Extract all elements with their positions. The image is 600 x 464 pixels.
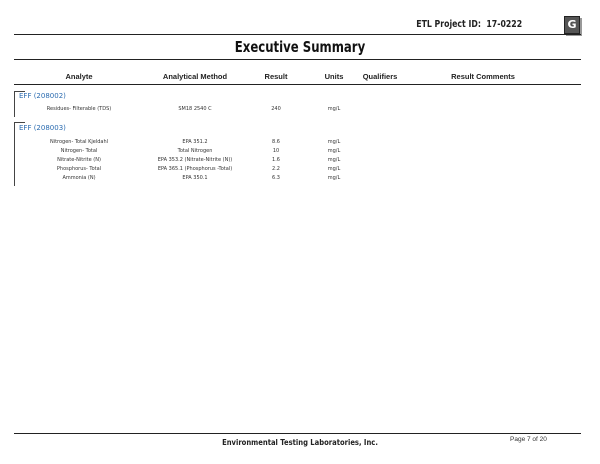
column-header-comments: Result Comments [451,72,515,81]
analyte-cell: Nitrogen- Total Kjeldahl [49,139,109,145]
result-cell: 240 [271,106,281,112]
units-cell: mg/L [327,148,341,154]
analyte-cell: Phosphorus- Total [56,166,102,172]
method-cell: EPA 350.1 [182,175,208,181]
result-cell: 1.6 [272,157,280,163]
sample-id: EFF (208002) [19,92,66,100]
column-header-qualifiers: Qualifiers [362,72,398,81]
footer-rule [14,433,581,434]
project-id-value: 17-0222 [486,19,522,30]
column-header-units: Units [324,72,344,81]
result-cell: 6.3 [272,175,280,181]
column-header-analyte: Analyte [65,72,93,81]
column-header-rule [14,84,581,85]
page-number: Page 7 of 20 [510,436,547,443]
analyte-cell: Nitrate-Nitrite (N) [57,157,101,163]
project-id-header [416,19,522,30]
result-cell: 10 [272,148,280,154]
project-id-label: ETL Project ID: [416,19,481,30]
company-logo-icon: G [564,16,580,34]
analyte-cell: Nitrogen- Total [60,148,98,154]
units-cell: mg/L [327,166,341,172]
column-header-method: Analytical Method [162,72,228,81]
result-cell: 2.2 [272,166,280,172]
sample-id: EFF (208003) [19,124,66,132]
title-rule [14,59,581,60]
header-rule [14,34,581,35]
analyte-cell: Ammonia (N) [62,175,96,181]
page-title: Executive Summary [234,38,366,56]
analyte-cell: Residues- Filterable (TDS) [46,106,112,112]
method-cell: Total Nitrogen [177,148,213,154]
method-cell: SM18 2540 C [178,106,212,112]
units-cell: mg/L [327,106,341,112]
result-cell: 8.6 [272,139,280,145]
method-cell: EPA 351.2 [182,139,208,145]
units-cell: mg/L [327,175,341,181]
method-cell: EPA 353.2 (Nitrate-Nitrite (N)) [157,157,233,163]
units-cell: mg/L [327,139,341,145]
column-header-result: Result [264,72,288,81]
footer-company: Environmental Testing Laboratories, Inc. [222,438,378,447]
method-cell: EPA 365.1 (Phosphorus -Total) [157,166,233,172]
units-cell: mg/L [327,157,341,163]
